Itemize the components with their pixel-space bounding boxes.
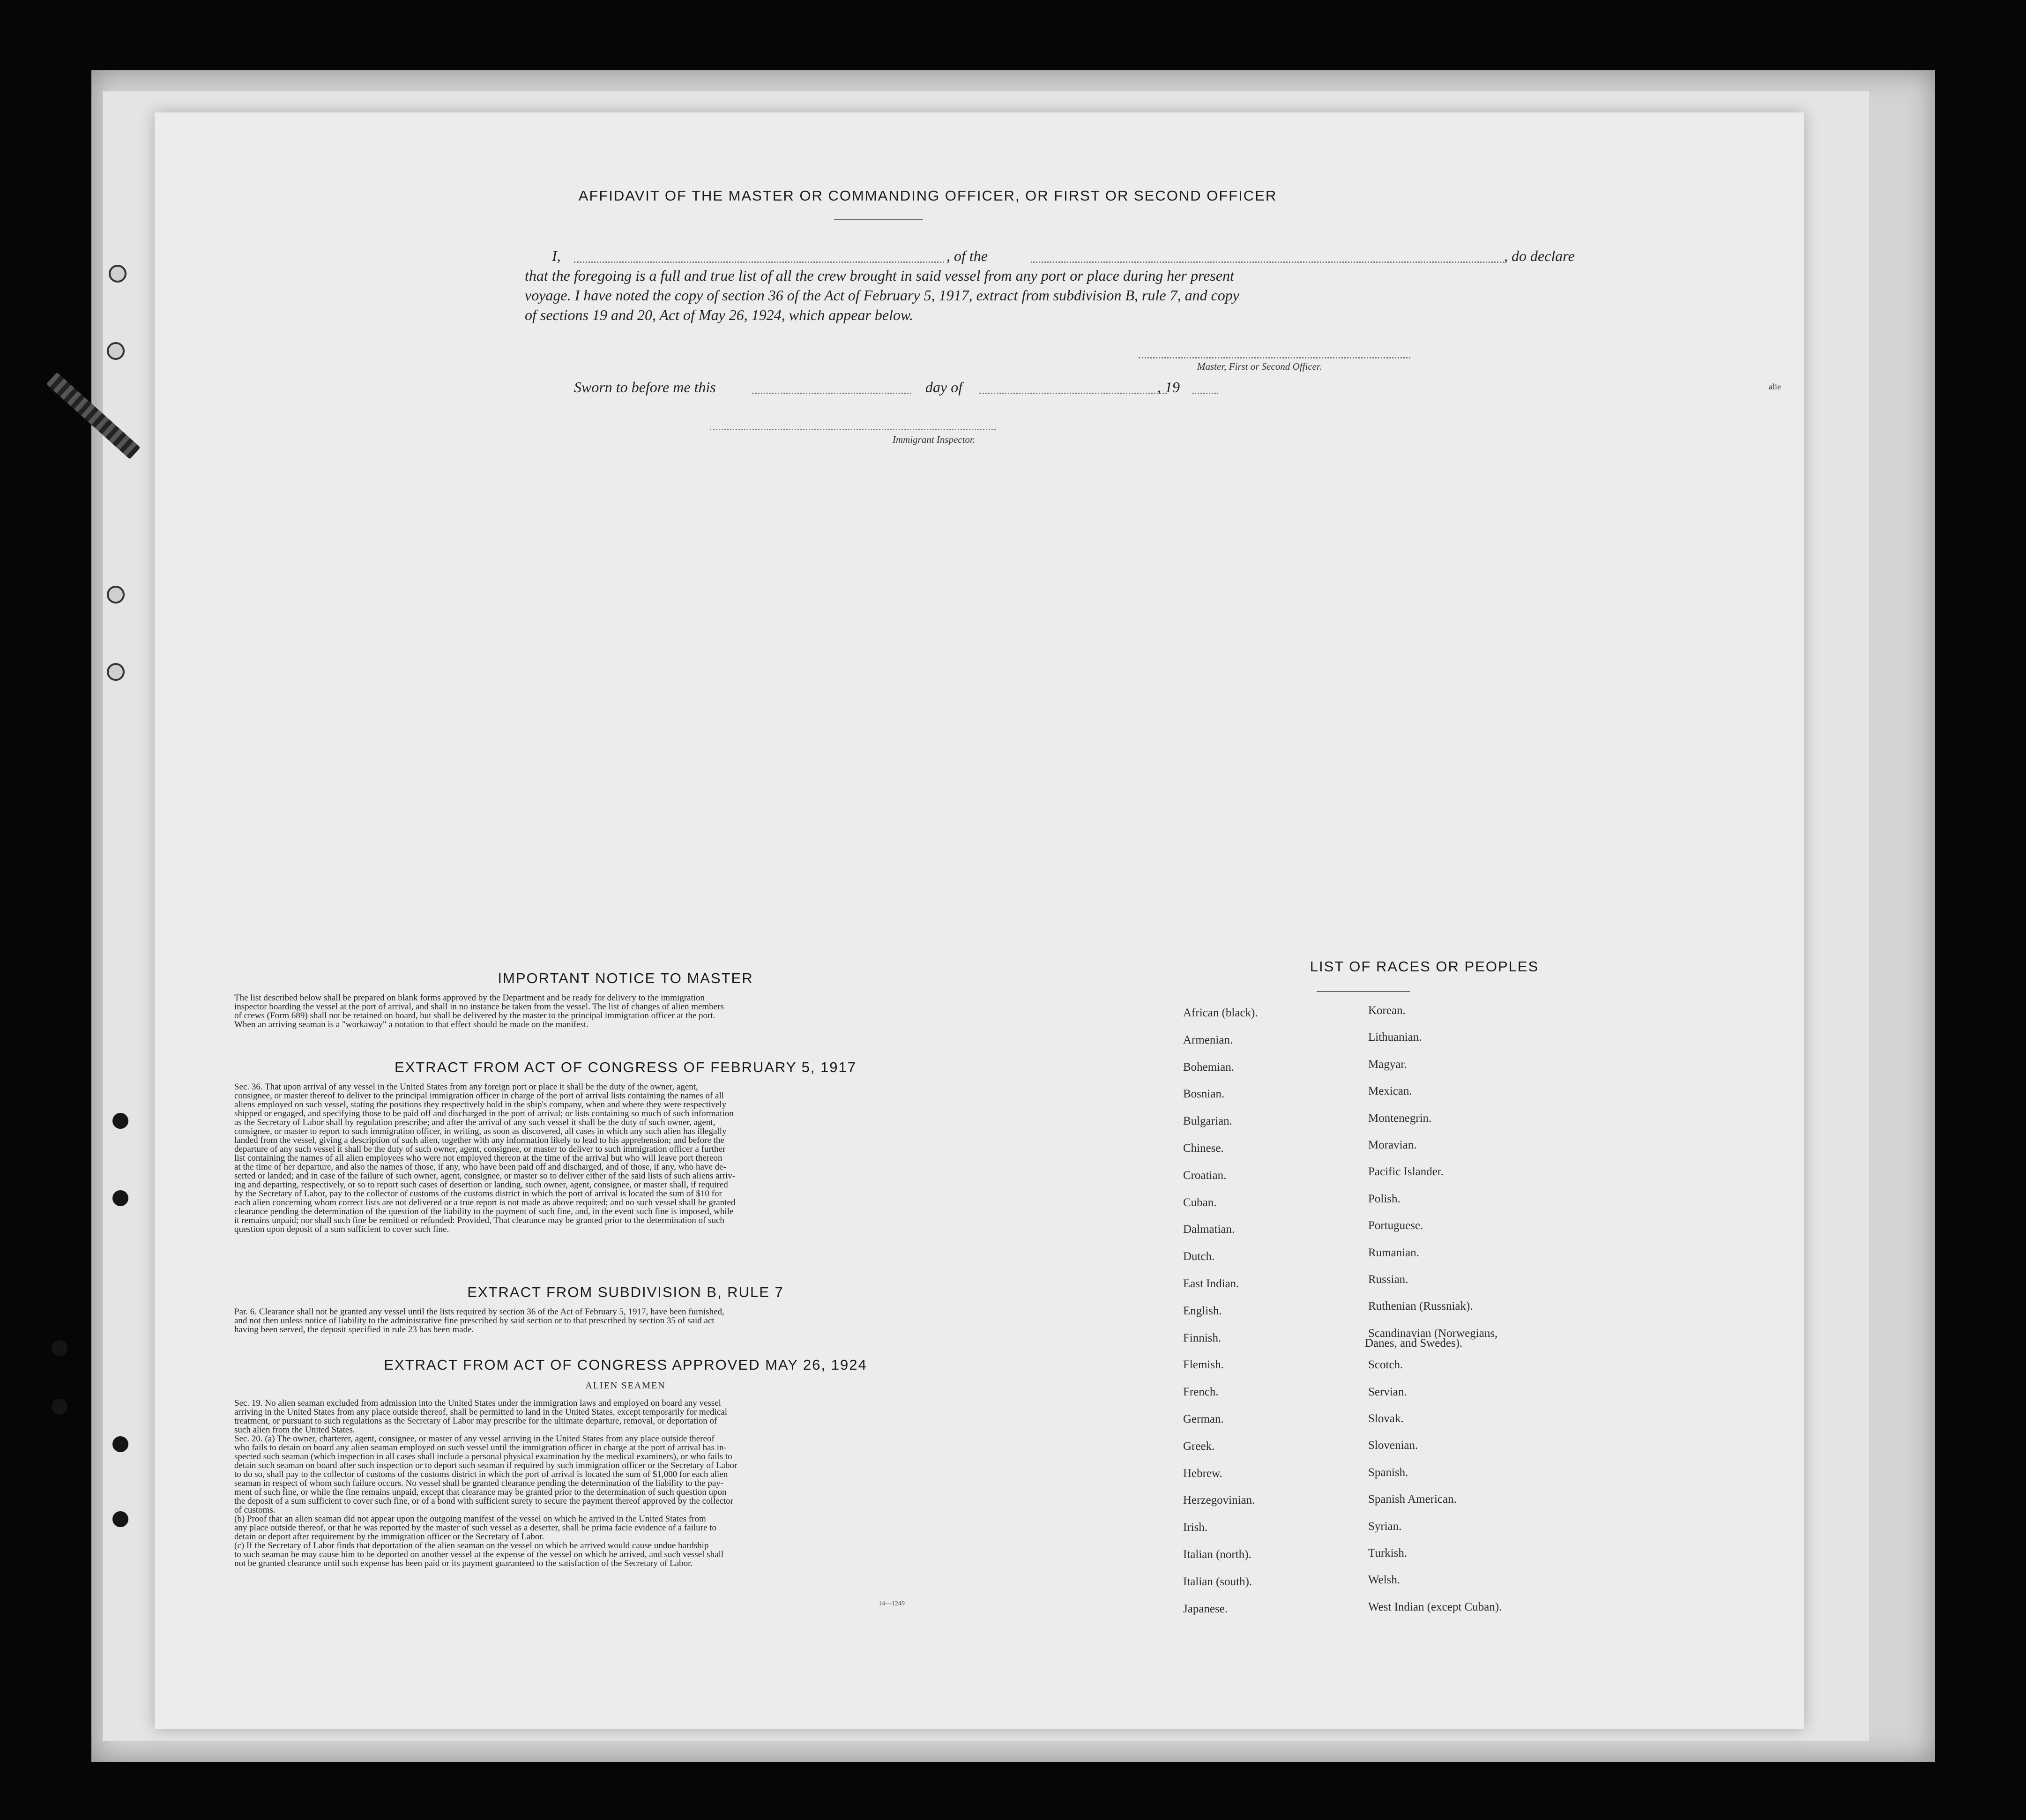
vessel-blank[interactable]	[1031, 261, 1504, 263]
sworn-month-blank[interactable]	[979, 393, 1167, 394]
affidavit-line-2: that the foregoing is a full and true list of all the crew brought in said vessel from any port or place during her present	[525, 267, 1234, 284]
race-item: Spanish American.	[1368, 1493, 1457, 1506]
text-line: detain or deport after requirement by the immigration officer or the Secretary of Labor.	[234, 1532, 544, 1541]
race-item: Bosnian.	[1183, 1088, 1225, 1101]
race-item: Ruthenian (Russniak).	[1368, 1300, 1473, 1313]
race-item: Lithuanian.	[1368, 1031, 1422, 1044]
race-item: Cuban.	[1183, 1196, 1217, 1209]
text-line: Par. 6. Clearance shall not be granted any vessel until the lists required by section 36 of the Act of February 5, 1917, have been furnished,	[234, 1307, 724, 1316]
binder-hole	[107, 663, 125, 681]
extract-rule7-body	[234, 1307, 1017, 1334]
text-line: (c) If the Secretary of Labor finds that deportation of the alien seaman on the vessel on which he arrived would cause undue hardship	[234, 1541, 709, 1550]
race-item: African (black).	[1183, 1007, 1258, 1019]
text-line: question upon deposit of a sum sufficient to cover such fine.	[234, 1225, 449, 1234]
affidavit-of-the: , of the	[946, 247, 988, 264]
race-item: Welsh.	[1368, 1574, 1400, 1587]
text-line: seaman in respect of whom such failure occurs. No vessel shall be granted clearance pending the determination of the liability to the pay-	[234, 1479, 724, 1488]
race-item: Slovenian.	[1368, 1439, 1418, 1452]
inspector-signature-line[interactable]	[710, 429, 996, 430]
race-item: Greek.	[1183, 1440, 1215, 1453]
text-line: treatment, or pursuant to such regulations as the Secretary of Labor may prescribe for the ultimate departure, removal, or deportation of	[234, 1417, 717, 1425]
text-line: departure of any such vessel it shall be the duty of such owner, agent, consignee, or master to deliver to such immigration officer a further	[234, 1145, 726, 1154]
race-item: Hebrew.	[1183, 1467, 1222, 1480]
race-item: Turkish.	[1368, 1547, 1408, 1559]
name-blank[interactable]	[574, 261, 944, 263]
race-item: Chinese.	[1183, 1142, 1224, 1155]
race-item: Rumanian.	[1368, 1246, 1420, 1259]
text-line: to do so, shall pay to the collector of customs of the customs district in which the port of arrival is located the sum of $1,000 for each alien	[234, 1470, 728, 1479]
race-item: Dutch.	[1183, 1250, 1215, 1263]
text-line: the deposit of a sum sufficient to cover such fine, or of a bond with sufficient surety to secure the payment thereof approved by the collector	[234, 1497, 734, 1506]
race-item: East Indian.	[1183, 1277, 1239, 1290]
text-line: clearance pending the determination of the question of the liability to the payment of such fine, and, in the event such fine is imposed, while	[234, 1207, 734, 1216]
race-item: Herzegovinian.	[1183, 1494, 1255, 1507]
text-line: ment of such fine, or while the fine remains unpaid, except that clearance may be granted prior to the determination of such question upon	[234, 1488, 727, 1497]
text-line: serted or landed; and in case of the failure of such owner, agent, consignee, or master so to deliver either of the said lists of such aliens arriv-	[234, 1171, 736, 1180]
notice-title: IMPORTANT NOTICE TO MASTER	[498, 970, 753, 986]
binder-hole	[112, 1113, 128, 1129]
race-item: Finnish.	[1183, 1331, 1222, 1344]
race-item: Bohemian.	[1183, 1060, 1235, 1074]
race-item: Pacific Islander.	[1368, 1165, 1444, 1179]
race-item: Croatian.	[1183, 1169, 1227, 1182]
race-item: Scotch.	[1368, 1358, 1403, 1372]
binder-hole	[107, 342, 125, 360]
race-item: Korean.	[1368, 1004, 1406, 1017]
sworn-year: , 19	[1157, 379, 1180, 395]
inspector-caption: Immigrant Inspector.	[893, 434, 976, 445]
affidavit-line-3: voyage. I have noted the copy of section 36 of the Act of February 5, 1917, extract from subdivision B, rule 7, and copy	[525, 287, 1239, 304]
text-line: as the Secretary of Labor shall by regulation prescribe; and after the arrival of any such vessel it shall be the duty of such owner, agent,	[234, 1118, 715, 1127]
text-line: shipped or engaged, and specifying those to be paid off and discharged in the port of arrival; or lists containing so much of such information	[234, 1109, 734, 1118]
race-item: Polish.	[1368, 1192, 1400, 1205]
sworn-day-blank[interactable]	[752, 393, 911, 394]
alien-seamen-subtitle: ALIEN SEAMEN	[585, 1380, 666, 1391]
text-line: at the time of her departure, and also the names of those, if any, who have been paid off and discharged, and of those, if any, who have de-	[234, 1163, 726, 1171]
race-item: Mexican.	[1368, 1085, 1412, 1098]
race-item: West Indian (except Cuban).	[1368, 1600, 1502, 1613]
text-line: Sec. 36. That upon arrival of any vessel in the United States from any foreign port or place it shall be the duty of the owner, agent,	[234, 1082, 698, 1091]
text-line: it remains unpaid; nor shall such fine be remitted or refunded: Provided, That clearance may be granted prior to the determination of such	[234, 1216, 724, 1225]
binder-hole	[112, 1436, 128, 1452]
sworn-day-of: day of	[925, 379, 963, 395]
race-item: Scandinavian (Norwegians,	[1368, 1327, 1498, 1340]
race-item: German.	[1183, 1413, 1224, 1425]
text-line: Sec. 19. No alien seaman excluded from admission into the United States under the immigration laws and employed on board any vessel	[234, 1399, 721, 1408]
race-item: Syrian.	[1368, 1520, 1402, 1533]
manifest-page	[155, 112, 1804, 1729]
race-item: French.	[1183, 1386, 1219, 1399]
text-line: aliens employed on such vessel, stating the positions they respectively hold in the ship's company, when and where they were respectively	[234, 1100, 727, 1109]
signature-caption: Master, First or Second Officer.	[1197, 361, 1322, 372]
text-line: When an arriving seaman is a "workaway" a notation to that effect should be made on the manifest.	[234, 1020, 588, 1029]
race-item-continuation: Danes, and Swedes).	[1365, 1337, 1463, 1350]
binder-hole	[52, 1399, 67, 1415]
text-line: to such seaman he may cause him to be deported on another vessel at the expense of the vessel on which he arrived, and such vessel shall	[234, 1550, 724, 1559]
text-line: detain such seaman on board after such inspection or to deport such seaman if required by such immigration officer or the Secretary of Labor	[234, 1461, 737, 1470]
race-item: Flemish.	[1183, 1358, 1224, 1372]
race-item: Portuguese.	[1368, 1219, 1423, 1232]
text-line: (b) Proof that an alien seaman did not appear upon the outgoing manifest of the vessel on which he arrived in the United States from	[234, 1514, 706, 1523]
signature-line[interactable]	[1139, 357, 1410, 358]
race-item: Italian (south).	[1183, 1575, 1252, 1588]
affidavit-do-declare: , do declare	[1504, 247, 1575, 264]
binder-hole	[107, 586, 125, 604]
title-divider	[834, 219, 923, 220]
text-line: consignee, or master to report to such immigration officer, in writing, as soon as discovered, all cases in which any such alien has illegally	[234, 1127, 727, 1136]
race-item: Russian.	[1368, 1273, 1408, 1286]
text-line: and not then unless notice of liability to the administrative fine prescribed by said section or to that prescribed by section 35 of said act	[234, 1316, 715, 1325]
race-item: Montenegrin.	[1368, 1111, 1432, 1125]
races-title: LIST OF RACES OR PEOPLES	[1310, 958, 1539, 975]
binder-hole	[52, 1340, 67, 1356]
text-line: spected such seaman (which inspection in all cases shall include a personal physical examination by the medical examiners), or who fails to	[234, 1452, 732, 1461]
binder-hole	[109, 265, 127, 283]
race-item: Bulgarian.	[1183, 1115, 1232, 1128]
form-number: 14—1249	[879, 1600, 905, 1607]
race-item: Dalmatian.	[1183, 1223, 1235, 1236]
text-line: such alien from the United States.	[234, 1425, 355, 1434]
text-line: each alien concerning whom correct lists are not delivered or a true report is not made as above required; and no such vessel shall be granted	[234, 1198, 736, 1207]
race-item: Japanese.	[1183, 1602, 1228, 1615]
race-item: Spanish.	[1368, 1466, 1408, 1479]
affidavit-title: AFFIDAVIT OF THE MASTER OR COMMANDING OFFICER, OR FIRST OR SECOND OFFICER	[578, 187, 1277, 204]
race-item: English.	[1183, 1304, 1222, 1317]
extract-rule7-title: EXTRACT FROM SUBDIVISION B, RULE 7	[467, 1284, 784, 1300]
binder-hole	[112, 1511, 128, 1527]
text-line: who fails to detain on board any alien seaman employed on such vessel until the immigration officer in charge at the port of arrival has in-	[234, 1443, 727, 1452]
text-line: consignee, or master thereof to deliver to the principal immigration officer in charge of the port of arrival lists containing the names of all	[234, 1091, 724, 1100]
extract-1924-body	[234, 1399, 1017, 1568]
race-item: Italian (north).	[1183, 1548, 1251, 1561]
race-item: Slovak.	[1368, 1412, 1404, 1425]
text-line: by the Secretary of Labor, pay to the collector of customs of the customs district in which the port of arrival is located the sum of $10 for	[234, 1189, 722, 1198]
extract-1924-title: EXTRACT FROM ACT OF CONGRESS APPROVED MAY 26, 1924	[384, 1357, 867, 1373]
text-line: arriving in the United States from any place outside thereof, shall be permitted to land in the United States, except temporarily for medical	[234, 1408, 728, 1417]
affidavit-line-4: of sections 19 and 20, Act of May 26, 1924, which appear below.	[525, 306, 913, 323]
text-line: of customs.	[234, 1506, 276, 1514]
text-line: inspector boarding the vessel at the port of arrival, and shall in no instance be taken from the vessel. The list of changes of alien members	[234, 1002, 724, 1011]
text-line: landed from the vessel, giving a description of such alien, together with any information likely to lead to his apprehension; and before the	[234, 1136, 724, 1145]
text-line: list containing the names of all alien employees who were not employed thereon at the time of the arrival but who will leave port thereon	[234, 1154, 723, 1163]
text-line: having been served, the deposit specified in rule 23 has been made.	[234, 1325, 474, 1334]
sworn-year-blank[interactable]	[1192, 393, 1218, 394]
text-line: any place outside thereof, or that he was reported by the master of such vessel as a deserter, shall be prima facie evidence of a failure to	[234, 1523, 717, 1532]
text-line: The list described below shall be prepared on blank forms approved by the Department and be ready for delivery to the immigration	[234, 993, 705, 1002]
race-item: Armenian.	[1183, 1033, 1233, 1046]
race-item: Magyar.	[1368, 1058, 1407, 1071]
text-line: not be granted clearance until such expense has been paid or its payment guaranteed to the satisfaction of the Secretary of Labor.	[234, 1559, 693, 1568]
extract-1917-title: EXTRACT FROM ACT OF CONGRESS OF FEBRUARY 5, 1917	[394, 1059, 857, 1075]
sworn-prefix: Sworn to before me this	[574, 379, 716, 395]
binder-hole	[112, 1190, 128, 1206]
race-item: Irish.	[1183, 1521, 1208, 1534]
margin-mark: alie	[1769, 382, 1781, 391]
affidavit-i: I,	[552, 247, 561, 264]
race-item: Moravian.	[1368, 1139, 1417, 1151]
text-line: Sec. 20. (a) The owner, charterer, agent, consignee, or master of any vessel arriving in the United States from any place outside thereof	[234, 1434, 715, 1443]
text-line: ing and departing, respectively, or so to report such cases of desertion or landing, such owner, agent, consignee, or master shall, if required	[234, 1180, 728, 1189]
extract-1917-body	[234, 1082, 1017, 1234]
races-divider	[1317, 991, 1410, 992]
notice-body	[234, 993, 1017, 1029]
text-line: of crews (Form 689) shall not be retained on board, but shall be delivered by the master to the principal immigration officer at the port.	[234, 1011, 715, 1020]
race-item: Servian.	[1368, 1385, 1407, 1398]
